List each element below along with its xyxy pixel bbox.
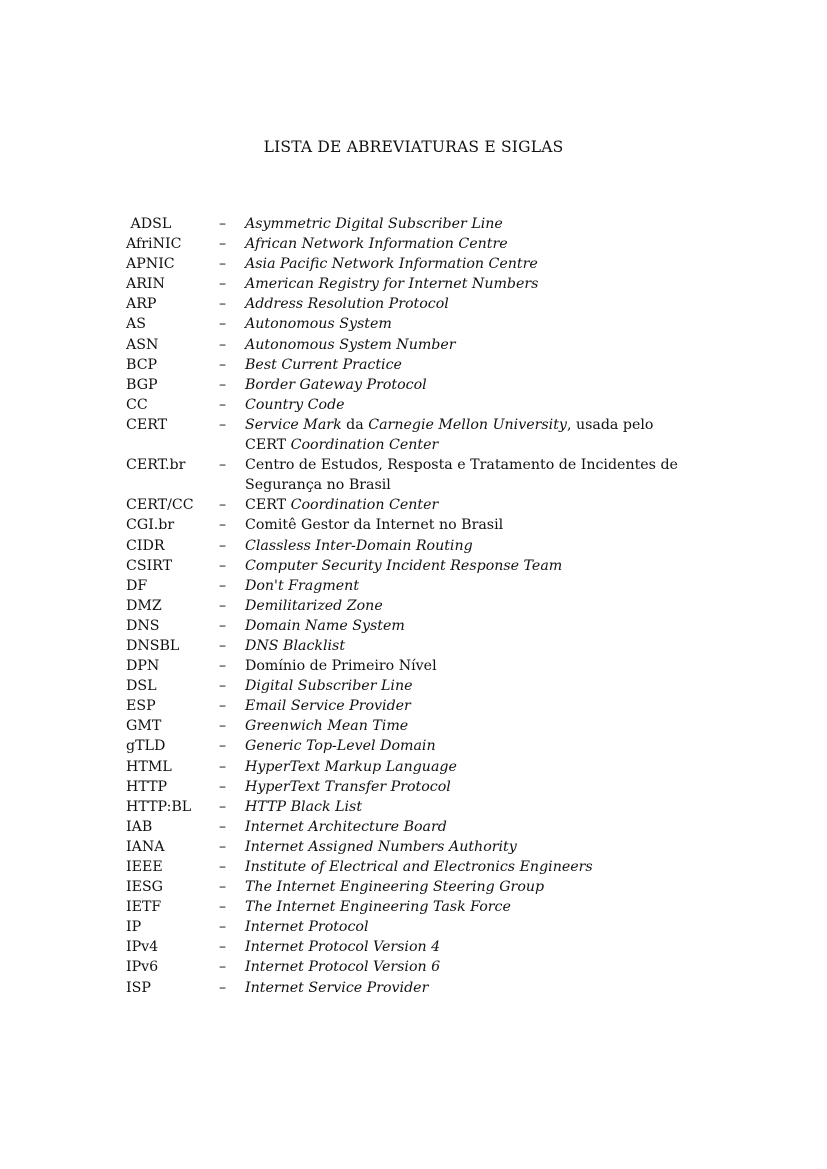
list-item (126, 314, 686, 334)
description-segment: Autonomous System (245, 316, 392, 333)
description-segment: Institute of Electrical and Electronics Engineers (245, 859, 593, 875)
abbreviation-list (126, 214, 686, 998)
abbreviation: IPv4 (126, 939, 159, 956)
dash-separator: – (219, 617, 227, 634)
dash-separator: – (219, 416, 227, 433)
description (245, 716, 686, 736)
abbreviation: CIDR (126, 537, 165, 554)
description-segment: Border Gateway Protocol (245, 376, 427, 393)
abbreviation: CGI.br (126, 517, 175, 534)
abbreviation: IESG (126, 879, 164, 896)
list-item (126, 576, 686, 596)
dash-separator: – (219, 798, 227, 815)
list-item (126, 978, 686, 998)
description (245, 294, 686, 314)
description-segment: Email Service Provider (245, 698, 411, 715)
dash-separator: – (219, 899, 227, 916)
dash-separator: – (219, 658, 227, 675)
description (245, 978, 686, 998)
dash-separator: – (219, 637, 227, 654)
list-item (126, 957, 686, 977)
description (245, 636, 686, 656)
dash-separator: – (219, 738, 227, 755)
list-item (126, 455, 686, 495)
abbreviation: DNS (126, 617, 160, 634)
dash-separator: – (219, 236, 227, 253)
description (245, 335, 686, 355)
dash-separator: – (219, 497, 227, 514)
description (245, 777, 686, 797)
list-item (126, 596, 686, 616)
description-segment: Computer Security Incident Response Team (245, 557, 563, 574)
list-item (126, 917, 686, 937)
dash-separator: – (219, 939, 227, 956)
description (245, 355, 686, 375)
description (245, 536, 686, 556)
description-segment: HyperText Markup Language (245, 758, 457, 775)
description (245, 877, 686, 897)
description-segment: Coordination Center (290, 497, 439, 514)
abbreviation: CSIRT (126, 557, 173, 574)
dash-separator: – (219, 457, 227, 474)
description (245, 616, 686, 636)
description-segment: Centro de Estudos, Resposta e Tratamento de Incidentes de Segurança no Brasil (245, 457, 678, 494)
dash-separator: – (219, 979, 227, 996)
description (245, 515, 686, 535)
abbreviation: IAB (126, 818, 153, 835)
list-item (126, 797, 686, 817)
description-segment: Greenwich Mean Time (245, 718, 409, 735)
abbreviation: DMZ (126, 597, 162, 614)
dash-separator: – (219, 376, 227, 393)
dash-separator: – (219, 396, 227, 413)
abbreviation: HTML (126, 758, 172, 775)
list-item (126, 495, 686, 515)
abbreviation: DNSBL (126, 637, 180, 654)
dash-separator: – (219, 678, 227, 695)
abbreviation: AS (126, 316, 146, 333)
list-item (126, 335, 686, 355)
abbreviation: ADSL (126, 216, 172, 232)
dash-separator: – (219, 778, 227, 795)
list-item (126, 656, 686, 676)
description-segment: Asia Pacific Network Information Centre (245, 256, 538, 273)
description-segment: Internet Protocol (245, 919, 369, 936)
abbreviation: ESP (126, 698, 156, 715)
description (245, 757, 686, 777)
description (245, 415, 686, 455)
abbreviation: IETF (126, 899, 162, 916)
list-item (126, 616, 686, 636)
description-segment: HyperText Transfer Protocol (245, 778, 451, 795)
description-segment: Comitê Gestor da Internet no Brasil (245, 517, 504, 534)
description-segment: Country Code (245, 396, 345, 413)
abbreviation: IPv6 (126, 959, 159, 976)
description-segment: Autonomous System Number (245, 336, 456, 353)
description (245, 917, 686, 937)
description (245, 676, 686, 696)
abbreviation: APNIC (126, 256, 175, 273)
list-item (126, 897, 686, 917)
list-item (126, 757, 686, 777)
list-item (126, 937, 686, 957)
description (245, 837, 686, 857)
description-segment: , usada pelo CERT (245, 416, 654, 454)
list-item (126, 214, 686, 234)
description-segment: Domínio de Primeiro Nível (245, 658, 437, 675)
abbreviation: DF (126, 577, 148, 594)
description-segment: Demilitarized Zone (245, 597, 383, 614)
list-item (126, 696, 686, 716)
dash-separator: – (219, 336, 227, 353)
description-segment: The Internet Engineering Task Force (245, 899, 511, 916)
dash-separator: – (219, 276, 227, 293)
abbreviation: ASN (126, 336, 159, 353)
description-segment: Carnegie Mellon University (368, 416, 567, 433)
description-segment: HTTP Black List (245, 798, 363, 815)
abbreviation: ARP (126, 296, 157, 313)
description (245, 254, 686, 274)
list-item (126, 636, 686, 656)
description-segment: Asymmetric Digital Subscriber Line (245, 216, 503, 232)
dash-separator: – (219, 256, 227, 273)
description-segment: CERT (245, 497, 291, 514)
description-segment: Internet Assigned Numbers Authority (245, 838, 517, 855)
list-item (126, 375, 686, 395)
description (245, 696, 686, 716)
list-item (126, 234, 686, 254)
description-segment: Internet Protocol Version 6 (245, 959, 441, 976)
list-item (126, 777, 686, 797)
dash-separator: – (219, 758, 227, 775)
page-title: LISTA DE ABREVIATURAS E SIGLAS (263, 138, 564, 156)
description (245, 214, 686, 234)
abbreviation: CC (126, 396, 148, 413)
list-item (126, 355, 686, 375)
dash-separator: – (219, 818, 227, 835)
description-segment: Digital Subscriber Line (245, 678, 413, 695)
description (245, 375, 686, 395)
description (245, 314, 686, 334)
abbreviation: IP (126, 919, 142, 936)
abbreviation: GMT (126, 718, 162, 735)
description-segment: American Registry for Internet Numbers (245, 276, 539, 293)
dash-separator: – (219, 517, 227, 534)
list-item (126, 395, 686, 415)
abbreviation: DSL (126, 678, 157, 695)
abbreviation: HTTP (126, 778, 168, 795)
dash-separator: – (219, 296, 227, 313)
list-item (126, 716, 686, 736)
dash-separator: – (219, 718, 227, 735)
list-item (126, 877, 686, 897)
description (245, 455, 686, 495)
abbreviation: IANA (126, 838, 165, 855)
abbreviation: CERT (126, 416, 168, 433)
dash-separator: – (219, 838, 227, 855)
dash-separator: – (219, 959, 227, 976)
abbreviation: ARIN (126, 276, 165, 293)
description (245, 817, 686, 837)
description (245, 857, 686, 877)
dash-separator: – (219, 356, 227, 373)
list-item (126, 817, 686, 837)
description (245, 957, 686, 977)
description-segment: da (341, 416, 369, 433)
list-item (126, 274, 686, 294)
description-segment: Address Resolution Protocol (245, 296, 449, 313)
description-segment: Don't Fragment (245, 577, 360, 594)
description (245, 656, 686, 676)
description-segment: Coordination Center (290, 437, 439, 454)
description-segment: Generic Top-Level Domain (245, 738, 436, 755)
description-segment: Domain Name System (245, 617, 405, 634)
description (245, 937, 686, 957)
dash-separator: – (219, 316, 227, 333)
description (245, 274, 686, 294)
description (245, 797, 686, 817)
list-item (126, 536, 686, 556)
dash-separator: – (219, 537, 227, 554)
description (245, 395, 686, 415)
list-item (126, 254, 686, 274)
description-segment: DNS Blacklist (245, 637, 346, 654)
abbreviation: BGP (126, 376, 158, 393)
abbreviation: gTLD (126, 738, 166, 755)
abbreviation: HTTP:BL (126, 798, 192, 815)
abbreviation: IEEE (126, 859, 163, 875)
description (245, 736, 686, 756)
description (245, 234, 686, 254)
dash-separator: – (219, 879, 227, 896)
abbreviation: AfriNIC (126, 236, 182, 253)
dash-separator: – (219, 597, 227, 614)
abbreviation: ISP (126, 979, 151, 996)
list-item (126, 515, 686, 535)
description-segment: Best Current Practice (245, 356, 402, 373)
list-item (126, 676, 686, 696)
description-segment: The Internet Engineering Steering Group (245, 879, 545, 896)
dash-separator: – (219, 919, 227, 936)
list-item (126, 837, 686, 857)
description (245, 556, 686, 576)
abbreviation: CERT/CC (126, 497, 194, 514)
dash-separator: – (219, 698, 227, 715)
description (245, 897, 686, 917)
description-segment: Internet Service Provider (245, 979, 429, 996)
description (245, 596, 686, 616)
abbreviation: DPN (126, 658, 160, 675)
description (245, 576, 686, 596)
dash-separator: – (219, 859, 227, 875)
dash-separator: – (219, 577, 227, 594)
description-segment: Classless Inter-Domain Routing (245, 537, 473, 554)
description-segment: Internet Protocol Version 4 (245, 939, 441, 956)
list-item (126, 415, 686, 455)
description-segment: African Network Information Centre (245, 236, 508, 253)
description (245, 495, 686, 515)
list-item (126, 736, 686, 756)
abbreviation: CERT.br (126, 457, 186, 474)
description-segment: Internet Architecture Board (245, 818, 447, 835)
list-item (126, 294, 686, 314)
list-item (126, 857, 686, 877)
abbreviation: BCP (126, 356, 158, 373)
description-segment: Service Mark (245, 416, 342, 433)
list-item (126, 556, 686, 576)
dash-separator: – (219, 216, 227, 232)
dash-separator: – (219, 557, 227, 574)
